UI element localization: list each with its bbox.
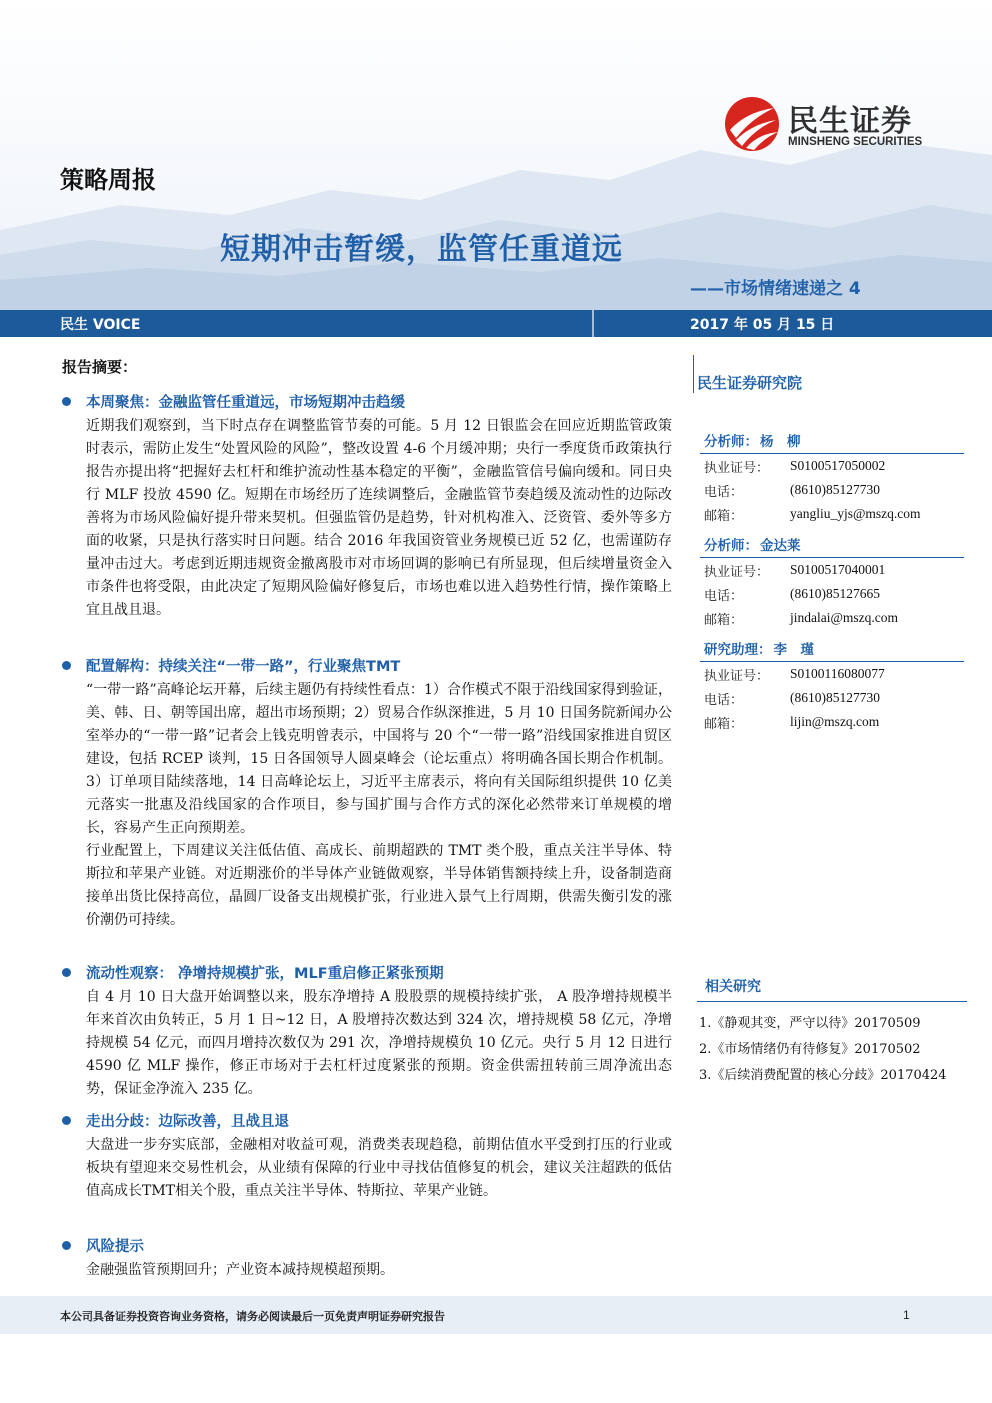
section-paragraph: 自 4 月 10 日大盘开始调整以来，股东净增持 A 股股票的规模持续扩张， A 股净增持规模半年来首次由负转正，5 月 1 日~12 日，A 股增持次数达到 324 次，增持规模 58 亿元，净增持规模 54 亿元，而四月增持次数仅为 291 次，净增持规模负 10 亿元。央行 5 月 12 日进行 4590 亿 MLF 操作，修正市场对于去杠杆过度紧张的预期。资金供需扭转前三周净流出态势，保证金净流入 235 亿。	[86, 989, 672, 1097]
band-divider	[592, 310, 594, 337]
section-title: 配置解构：持续关注“一带一路”，行业聚焦TMT	[86, 658, 401, 675]
analyst-card	[700, 638, 964, 734]
field-label: 执业证号：	[704, 460, 770, 476]
institute-name: 民生证券研究院	[697, 374, 803, 392]
analyst-card	[700, 534, 964, 630]
report-date: 2017 年 05 月 15 日	[690, 317, 835, 333]
related-item[interactable]: 1.《静观其变，严守以待》20170509	[699, 1016, 921, 1031]
analyst-name: 杨 柳	[760, 434, 801, 450]
page-number: 1	[903, 1308, 910, 1322]
section-paragraph: “一带一路”高峰论坛开幕，后续主题仍有持续性看点：1）合作模式不限于沿线国家得到验证，美、韩、日、朝等国出席，超出市场预期；2）贸易合作纵深推进，5 月 10 日国务院新闻办公室举办的“一带一路”记者会上钱克明曾表示，中国将与 20 个“一带一路”沿线国家推进自贸区建设，包括 RCEP 谈判，15 日各国领导人圆桌峰会（论坛重点）将明确各国长期合作机制。3）订单项目陆续落地，14 日高峰论坛上，习近平主席表示，将向有关国际组织提供 10 亿美元落实一批惠及沿线国家的合作项目，参与国扩围与合作方式的深化必然带来订单规模的增长，容易产生正向预期差。	[86, 682, 672, 836]
phone-number: (8610)85127665	[790, 586, 880, 601]
section-heading	[62, 1234, 672, 1256]
section-heading	[62, 654, 672, 676]
section-risk	[62, 1234, 672, 1282]
section-liquidity	[62, 961, 672, 1101]
report-subtitle: ——市场情绪速递之 4	[690, 279, 861, 299]
section-focus	[62, 390, 672, 622]
section-title: 风险提示	[86, 1238, 144, 1255]
section-paragraph: 大盘进一步夯实底部，金融相对收益可观，消费类表现趋稳，前期估值水平受到打压的行业或板块有望迎来交易性机会，从业绩有保障的行业中寻找估值修复的机会，建议关注超跌的低估值高成长TMT相关个股，重点关注半导体、特斯拉、苹果产业链。	[86, 1137, 672, 1199]
related-item[interactable]: 3.《后续消费配置的核心分歧》20170424	[699, 1068, 947, 1083]
analyst-license-row	[700, 454, 964, 478]
analyst-card	[700, 430, 964, 526]
section-allocation	[62, 654, 672, 932]
section-title: 走出分歧：边际改善，且战且退	[86, 1113, 289, 1130]
page-footer	[0, 1296, 992, 1334]
logo-name-en: MINSHENG SECURITIES	[788, 136, 923, 148]
field-label: 执业证号：	[704, 564, 770, 580]
section-heading	[62, 390, 672, 412]
license-number: S0100517050002	[790, 458, 886, 473]
bullet-icon	[62, 1241, 71, 1250]
info-band	[0, 310, 992, 337]
bullet-icon	[62, 661, 71, 670]
section-heading	[62, 1109, 672, 1131]
report-title: 短期冲击暂缓，监管任重道远	[220, 232, 623, 267]
field-label: 邮箱：	[704, 508, 744, 524]
analyst-role: 分析师：	[704, 538, 758, 554]
analyst-heading	[700, 638, 964, 662]
company-logo	[722, 94, 962, 158]
section-paragraph: 近期我们观察到，当下时点存在调整监管节奏的可能。5 月 12 日银监会在回应近期监管政策时表示，需防止发生“处置风险的风险”，整改设置 4-6 个月缓冲期；央行一季度货币政策执行报告亦提出将“把握好去杠杆和维护流动性基本稳定的平衡”，金融监管信号偏向缓和。同日央行 MLF 投放 4590 亿。短期在市场经历了连续调整后，金融监管节奏趋缓及流动性的边际改善将为市场风险偏好提升带来契机。但强监管仍是趋势，针对机构准入、泛资管、委外等多方面的收紧，只是执行落实时日问题。结合 2016 年我国资管业务规模已近 52 亿，也需谨防存量冲击过大。考虑到近期违规资金撤离股市对市场回调的影响已有所显现，但后续增量资金入市条件也将受限，由此决定了短期风险偏好修复后，市场也难以进入趋势性行情，操作策略上宜且战且退。	[86, 418, 672, 618]
abstract-label: 报告摘要：	[62, 358, 138, 376]
footer-disclaimer: 本公司具备证券投资咨询业务资格，请务必阅读最后一页免责声明证券研究报告	[60, 1310, 445, 1323]
logo-name-cn: 民生证券	[788, 104, 912, 139]
email-address[interactable]: lijin@mszq.com	[790, 714, 880, 729]
analyst-role: 研究助理：	[704, 642, 772, 658]
analyst-license-row	[700, 662, 964, 686]
section-title: 流动性观察： 净增持规模扩张，MLF重启修正紧张预期	[86, 965, 444, 982]
analyst-email-row	[700, 502, 964, 526]
bullet-icon	[62, 968, 71, 977]
analyst-heading	[700, 534, 964, 558]
field-label: 电话：	[704, 692, 744, 708]
field-label: 邮箱：	[704, 612, 744, 628]
phone-number: (8610)85127730	[790, 690, 880, 705]
section-divergence	[62, 1109, 672, 1203]
sidebar-accent-line	[693, 355, 694, 393]
related-research	[697, 976, 967, 1083]
analyst-email-row	[700, 710, 964, 734]
analyst-role: 分析师：	[704, 434, 758, 450]
section-paragraph: 行业配置上，下周建议关注低估值、高成长、前期超跌的 TMT 类个股，重点关注半导体、特斯拉和苹果产业链。对近期涨价的半导体产业链做观察，半导体销售额持续上升，设备制造商接单出货比保持高位，晶圆厂设备支出规模扩张，行业进入景气上行周期，供需失衡引发的涨价潮仍可持续。	[86, 843, 672, 928]
field-label: 电话：	[704, 484, 744, 500]
section-heading	[62, 961, 672, 983]
analyst-heading	[700, 430, 964, 454]
field-label: 执业证号：	[704, 668, 770, 684]
analyst-email-row	[700, 606, 964, 630]
analyst-phone-row	[700, 478, 964, 502]
section-paragraph: 金融强监管预期回升；产业资本减持规模超预期。	[86, 1262, 394, 1278]
analyst-license-row	[700, 558, 964, 582]
email-address[interactable]: jindalai@mszq.com	[790, 610, 899, 625]
bullet-icon	[62, 397, 71, 406]
email-address[interactable]: yangliu_yjs@mszq.com	[790, 506, 921, 521]
report-type: 策略周报	[60, 165, 156, 194]
analyst-name: 李 瑾	[773, 642, 814, 658]
license-number: S0100517040001	[790, 562, 886, 577]
analyst-phone-row	[700, 582, 964, 606]
minsheng-logo-icon	[722, 94, 782, 154]
related-title: 相关研究	[697, 976, 967, 1002]
column-label: 民生 VOICE	[60, 317, 141, 333]
phone-number: (8610)85127730	[790, 482, 880, 497]
license-number: S0100116080077	[790, 666, 885, 681]
section-title: 本周聚焦：金融监管任重道远，市场短期冲击趋缓	[86, 394, 405, 411]
analyst-name: 金达莱	[760, 538, 801, 554]
field-label: 邮箱：	[704, 716, 744, 732]
analyst-phone-row	[700, 686, 964, 710]
bullet-icon	[62, 1116, 71, 1125]
related-item[interactable]: 2.《市场情绪仍有待修复》20170502	[699, 1042, 921, 1057]
field-label: 电话：	[704, 588, 744, 604]
